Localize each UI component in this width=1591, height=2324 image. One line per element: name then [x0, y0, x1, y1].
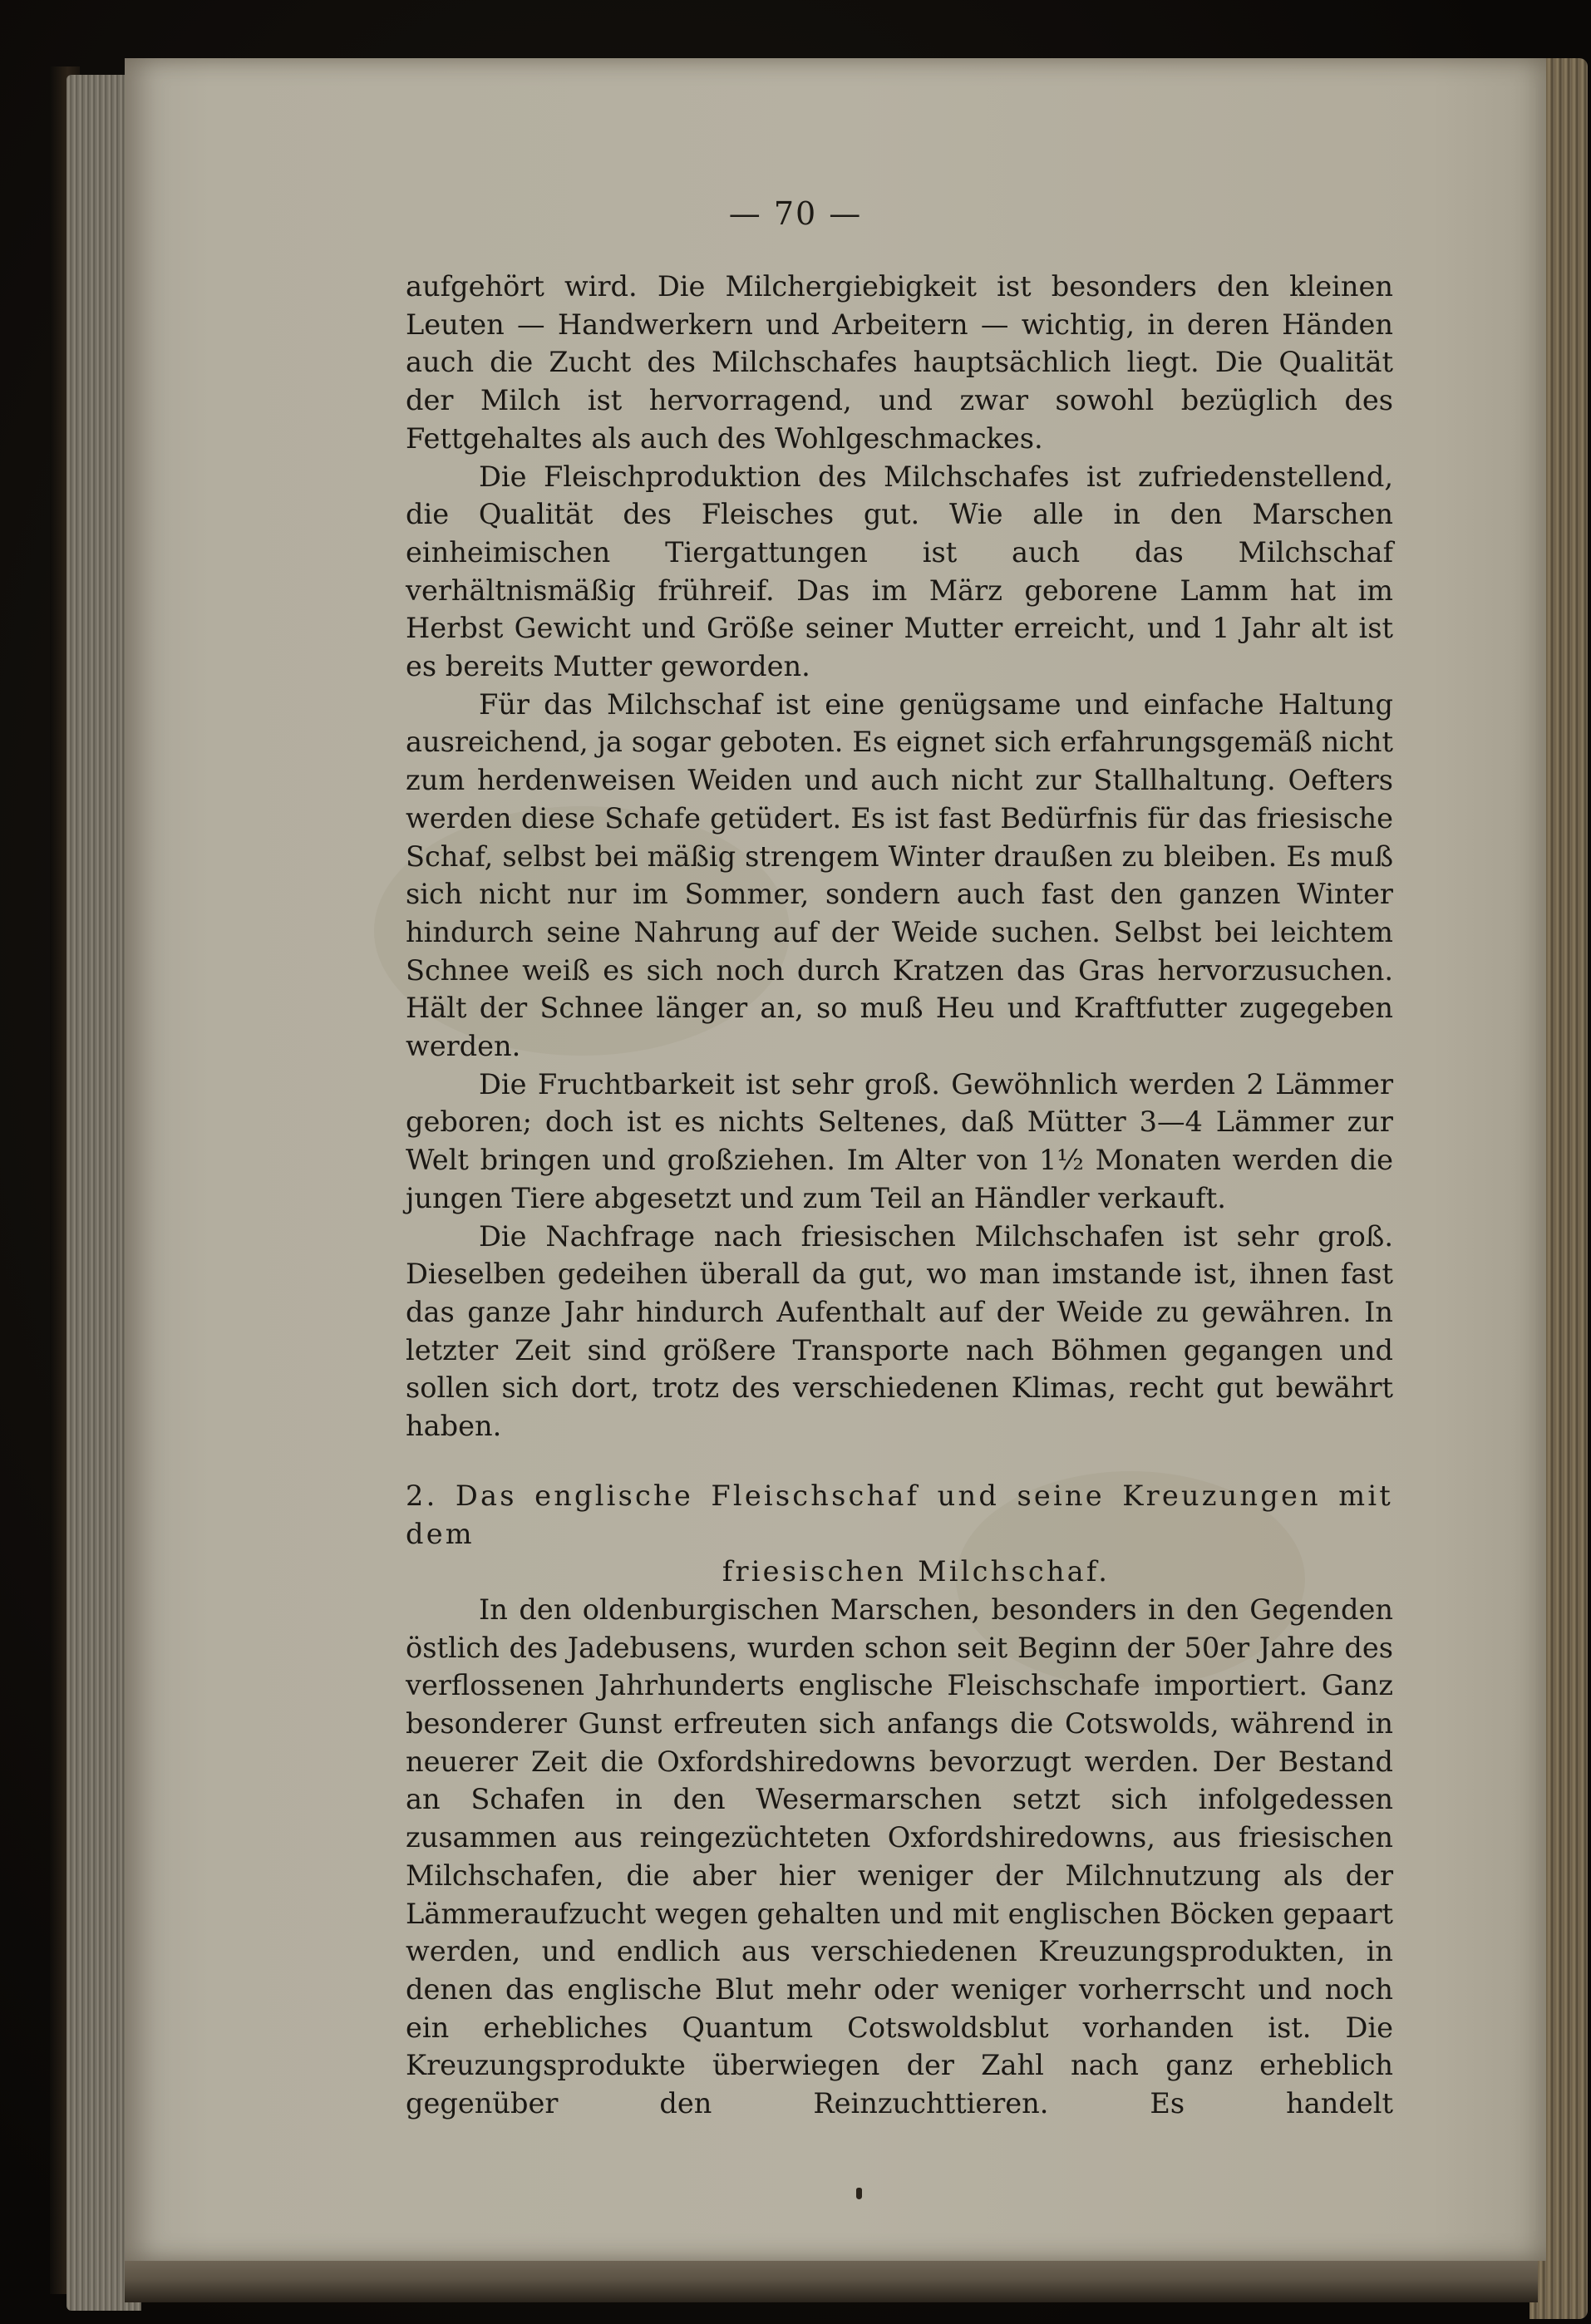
paragraph: Für das Milchschaf ist eine genügsame und einfache Haltung ausreichend, ja sogar geboten. Es eignet sich erfahrungsgemäß nicht zum herdenweisen Weiden und auch nicht zur Stallhaltung. Oefters werden diese Schafe getüdert. Es ist fast Bedürfnis für das friesische Schaf, selbst bei mäßig strengem Winter draußen zu bleiben. Es muß sich nicht nur im Sommer, sondern auch fast den ganzen Winter hindurch seine Nahrung auf der Weide suchen. Selbst bei leichtem Schnee weiß es sich noch durch Kratzen das Gras hervorzusuchen. Hält der Schnee länger an, so muß Heu und Kraftfutter zugegeben werden. [406, 687, 1393, 1063]
paragraph: Die Fleischproduktion des Milchschafes ist zufriedenstellend, die Qualität des Fleisches gut. Wie alle in den Marschen einheimischen Tiergattungen ist auch das Milchschaf verhältnismäßig frühreif. Das im März geborene Lamm hat im Herbst Gewicht und Größe seiner Mutter erreicht, und 1 Jahr alt ist es bereits Mutter geworden. [406, 460, 1393, 683]
section-heading [406, 1477, 1393, 1591]
paragraph: Die Nachfrage nach friesischen Milchschafen ist sehr groß. Dieselben gedeihen überall da gut, wo man imstande ist, ihnen fast das ganze Jahr hindurch Aufenthalt auf der Weide zu gewähren. In letzter Zeit sind größere Transporte nach Böhmen gegangen und sollen sich dort, trotz des verschiedenen Klimas, recht gut bewährt haben. [406, 1219, 1393, 1443]
page-text [406, 268, 1393, 2123]
paragraph: Die Fruchtbarkeit ist sehr groß. Gewöhnlich werden 2 Lämmer geboren; doch ist es nichts Seltenes, daß Mütter 3—4 Lämmer zur Welt bringen und großziehen. Im Alter von 1½ Monaten werden die jungen Tiere abgesetzt und zum Teil an Händler verkauft. [406, 1067, 1393, 1214]
section-heading-line: friesischen Milchschaf. [722, 1555, 1111, 1588]
paragraph: In den oldenburgischen Marschen, besonders in den Gegenden östlich des Jadebusens, wurden schon seit Beginn der 50er Jahre des verflossenen Jahrhunderts englische Fleischschafe importiert. Ganz besonderer Gunst erfreuten sich anfangs die Cotswolds, während in neuerer Zeit die Oxfordshiredowns bevorzugt werden. Der Bestand an Schafen in den Wesermarschen setzt sich infolgedessen zusammen aus reingezüchteten Oxfordshiredowns, aus friesischen Milchschafen, die aber hier weniger der Milchnutzung als der Lämmeraufzucht wegen gehalten und mit englischen Böcken gepaart werden, und endlich aus verschiedenen Kreuzungsprodukten, in denen das englische Blut mehr oder weniger vorherrscht und noch ein erhebliches Quantum Cotswoldsblut vorhanden ist. Die Kreuzungsprodukte überwiegen der Zahl nach ganz erheblich gegenüber den Reinzuchttieren. Es handelt [406, 1593, 1393, 2120]
ink-smudge [856, 2188, 862, 2199]
page-number: — 70 — [728, 195, 863, 232]
paragraph: aufgehört wird. Die Milchergiebigkeit ist besonders den kleinen Leuten — Handwerkern und Arbeitern — wichtig, in deren Händen auch die Zucht des Milchschafes hauptsächlich liegt. Die Qualität der Milch ist hervorragend, und zwar sowohl bezüglich des Fettgehaltes als auch des Wohlgeschmackes. [406, 270, 1393, 455]
section-heading-line: 2. Das englische Fleischschaf und seine Kreuzungen mit dem [406, 1479, 1393, 1550]
